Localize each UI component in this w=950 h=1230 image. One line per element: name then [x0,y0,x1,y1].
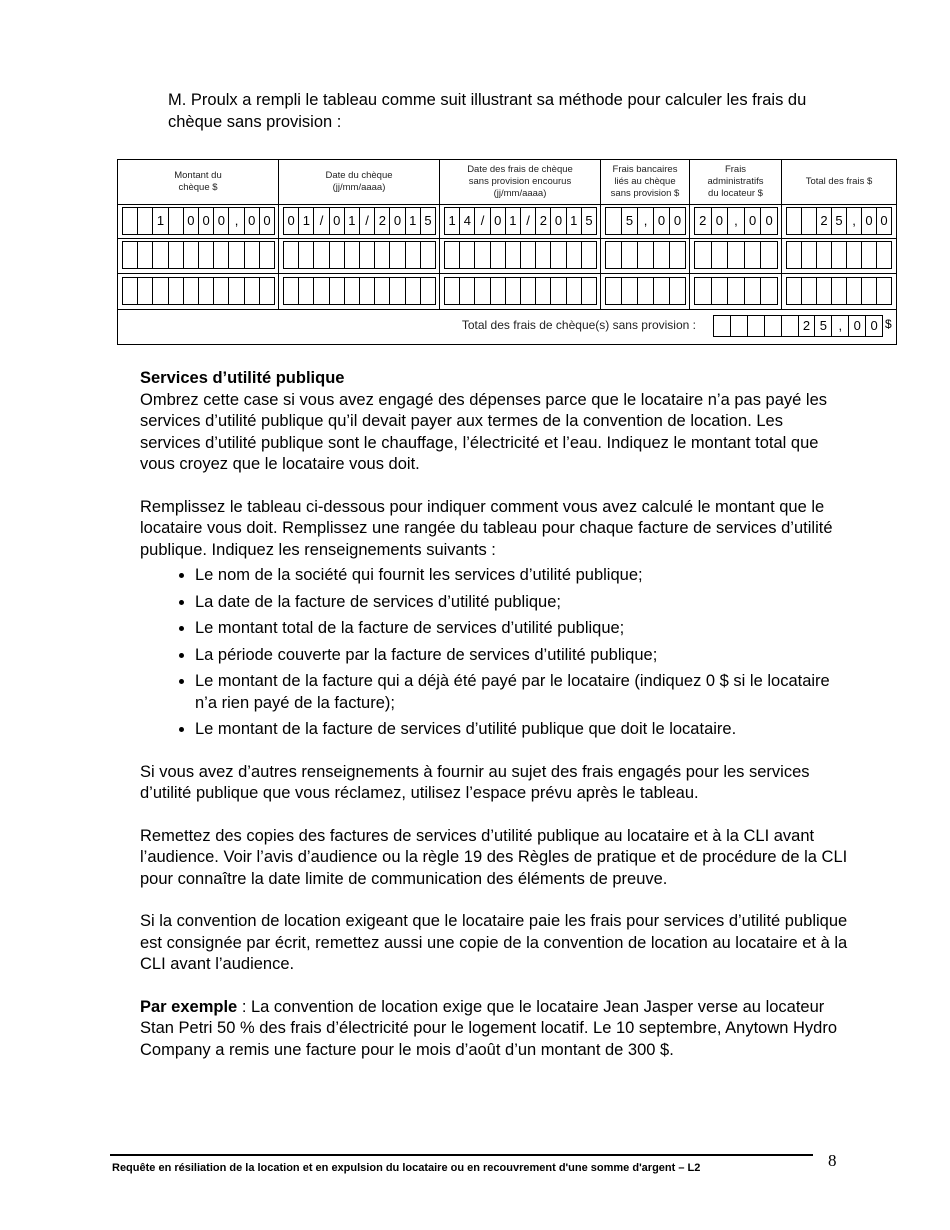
admin-fees-boxes[interactable] [694,241,778,269]
cheque-date-boxes[interactable] [283,241,436,269]
list-item: • La date de la facture de services d’utilité publique; [195,592,848,614]
fee-date-boxes[interactable] [444,241,597,269]
column-divider [600,160,601,310]
bank-fees-boxes: 5 , 0 0 [605,207,686,235]
row-divider [118,309,896,310]
list-item: • Le montant de la facture de services d’utilité publique que doit le locataire. [195,719,848,741]
fee-date-boxes: 1 4 / 0 1 / 2 0 1 5 [444,207,597,235]
header-bank-fees: Frais bancaires liés au chèque sans provision $ [610,164,680,199]
paragraph: Remplissez le tableau ci-dessous pour indiquer comment vous avez calculé le montant que le locataire vous doit. Remplissez une rangée du tableau pour chaque facture de services d’utilité publique. Indiquez les renseignements suivants : [140,497,833,559]
column-divider [278,160,279,310]
total-fees-boxes[interactable] [786,241,892,269]
admin-fees-boxes[interactable] [694,277,778,305]
cheque-amount-boxes[interactable] [122,241,275,269]
fee-date-boxes[interactable] [444,277,597,305]
cheque-date-boxes: 0 1 / 0 1 / 2 0 1 5 [283,207,436,235]
total-fees-boxes[interactable] [786,277,892,305]
header-fee-date: Date des frais de chèque sans provision encourus (jj/mm/aaaa) [467,164,573,199]
grand-total-boxes: 2 5 , 0 0 [713,315,883,337]
row-divider [118,238,896,239]
bullet-list [140,565,848,741]
total-fees-boxes: 2 5 , 0 0 [786,207,892,235]
header-admin-fees: Frais administratifs du locateur $ [707,164,764,199]
list-item: • Le nom de la société qui fournit les services d’utilité publique; [195,565,848,587]
page-number: 8 [828,1151,837,1170]
currency-symbol: $ [885,317,892,331]
cheque-fees-table [117,159,897,345]
paragraph: Ombrez cette case si vous avez engagé des dépenses parce que le locataire n’a pas payé les services d’utilité publique qu’il devait payer aux termes de la convention de location. Les services d’utilité publique sont le chauffage, l’électricité et l’eau. Indiquez le montant total que vous croyez que le locataire vous doit. [140,390,827,473]
cheque-date-boxes[interactable] [283,277,436,305]
footer-text: Requête en résiliation de la location et en expulsion du locataire ou en recouvrement d'une somme d'argent – L2 [112,1162,701,1174]
column-divider [439,160,440,310]
row-divider [118,204,896,205]
bank-fees-boxes[interactable] [605,277,686,305]
cheque-amount-boxes: 1 0 0 0 , 0 0 [122,207,275,235]
example-paragraph [140,997,848,1062]
paragraph: Si la convention de location exigeant que le locataire paie les frais pour services d’utilité publique est consignée par écrit, remettez aussi une copie de la convention de location au locataire et à la CLI avant l’audience. [140,912,848,973]
row-divider [118,273,896,274]
header-cheque-amount: Montant du chèque $ [174,170,222,193]
intro-paragraph: M. Proulx a rempli le tableau comme suit illustrant sa méthode pour calculer les frais du chèque sans provision : [168,91,807,131]
column-divider [689,160,690,310]
list-item: • Le montant de la facture qui a déjà été payé par le locataire (indiquez 0 $ si le locataire n’a rien payé de la facture); [195,671,848,714]
cheque-amount-boxes[interactable] [122,277,275,305]
header-cheque-date: Date du chèque (jj/mm/aaaa) [325,170,393,193]
column-divider [781,160,782,310]
section-title: Services d’utilité publique [140,369,345,387]
list-item: • Le montant total de la facture de services d’utilité publique; [195,618,848,640]
paragraph: Remettez des copies des factures de services d’utilité publique au locataire et à la CLI avant l’audience. Voir l’avis d’audience ou la règle 19 des Règles de pratique et de procédure de la CLI pour connaître la date limite de communication des éléments de preuve. [140,826,848,888]
total-label: Total des frais de chèque(s) sans provision : [461,318,696,332]
paragraph: Si vous avez d’autres renseignements à fournir au sujet des frais engagés pour les services d’utilité publique que vous réclamez, utilisez l’espace prévu après le tableau. [140,762,810,802]
utilities-section [140,368,848,1082]
example-text: : La convention de location exige que le locataire Jean Jasper verse au locateur Stan Petri 50 % des frais d’électricité pour le logement locatif. Le 10 septembre, Anytown Hydro Company a remis une facture pour le mois d’août d’un montant de 300 $. [140,997,838,1059]
footer-rule [110,1154,813,1156]
bank-fees-boxes[interactable] [605,241,686,269]
header-total-fees: Total des frais $ [805,176,873,187]
example-label: Par exemple [140,997,238,1016]
list-item: • La période couverte par la facture de services d’utilité publique; [195,645,848,667]
admin-fees-boxes: 2 0 , 0 0 [694,207,778,235]
